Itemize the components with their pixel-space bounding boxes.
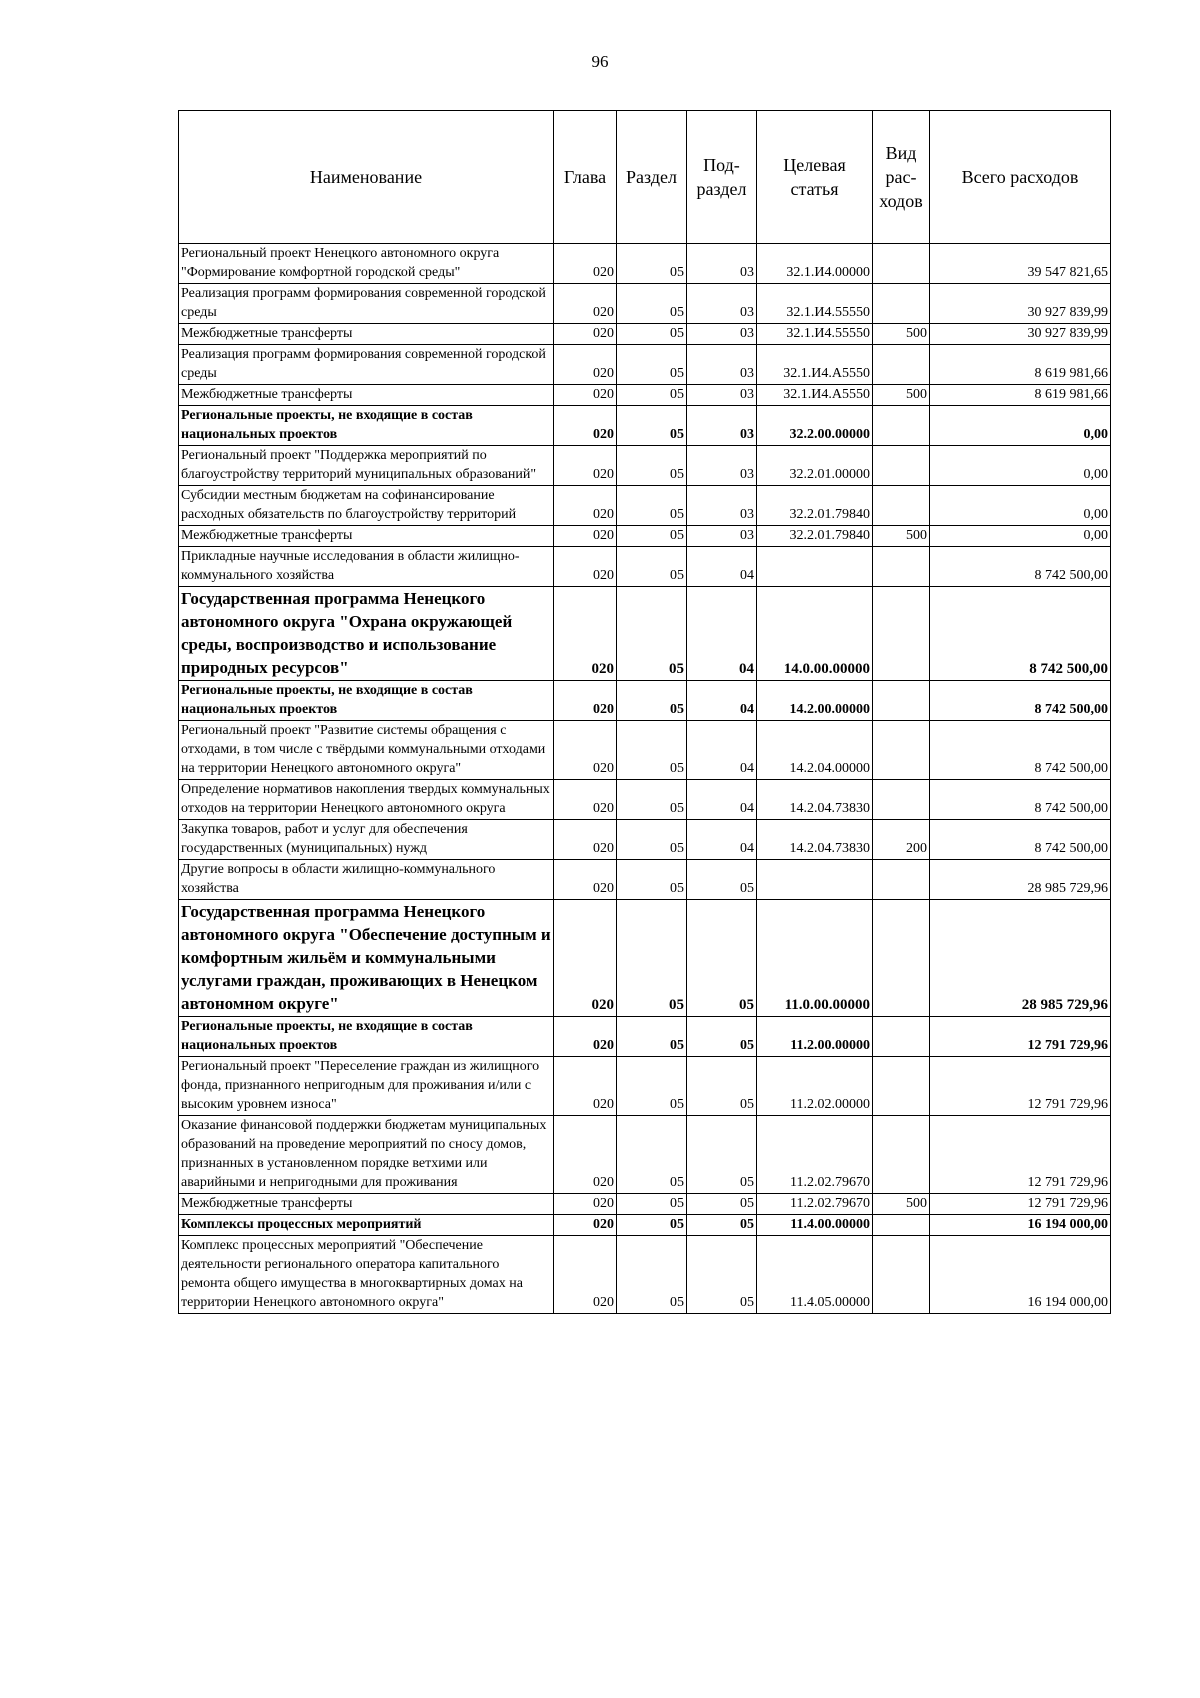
cell-vid	[873, 244, 930, 284]
cell-celevaya: 32.1.И4.00000	[757, 244, 873, 284]
table-row	[179, 244, 1111, 284]
cell-total: 8 742 500,00	[930, 587, 1111, 681]
cell-vid	[873, 860, 930, 900]
cell-celevaya: 11.4.00.00000	[757, 1215, 873, 1236]
header-razdel: Раздел	[617, 111, 687, 244]
cell-glava: 020	[554, 385, 617, 406]
cell-razdel: 05	[617, 780, 687, 820]
cell-vid	[873, 1215, 930, 1236]
table-row	[179, 1194, 1111, 1215]
cell-podrazdel: 03	[687, 324, 757, 345]
cell-vid	[873, 406, 930, 446]
table-row	[179, 587, 1111, 681]
cell-celevaya: 14.2.04.73830	[757, 820, 873, 860]
cell-vid	[873, 345, 930, 385]
cell-name: Реализация программ формирования современной городской среды	[179, 284, 554, 324]
table-row	[179, 406, 1111, 446]
table-row	[179, 1215, 1111, 1236]
cell-glava: 020	[554, 1194, 617, 1215]
cell-total: 8 742 500,00	[930, 780, 1111, 820]
cell-name: Оказание финансовой поддержки бюджетам муниципальных образований на проведение мероприятий по сносу домов, признанных в установленном порядке ветхими или аварийными и непригодными для проживания	[179, 1116, 554, 1194]
cell-total: 8 742 500,00	[930, 547, 1111, 587]
cell-name: Прикладные научные исследования в области жилищно-коммунального хозяйства	[179, 547, 554, 587]
cell-razdel: 05	[617, 446, 687, 486]
cell-glava: 020	[554, 1057, 617, 1116]
cell-podrazdel: 04	[687, 681, 757, 721]
cell-name: Межбюджетные трансферты	[179, 324, 554, 345]
cell-podrazdel: 03	[687, 385, 757, 406]
cell-razdel: 05	[617, 721, 687, 780]
cell-celevaya: 32.2.01.00000	[757, 446, 873, 486]
cell-podrazdel: 05	[687, 1057, 757, 1116]
cell-celevaya: 32.2.01.79840	[757, 526, 873, 547]
cell-vid	[873, 587, 930, 681]
table-row	[179, 324, 1111, 345]
cell-vid	[873, 1236, 930, 1314]
cell-glava: 020	[554, 446, 617, 486]
cell-podrazdel: 04	[687, 547, 757, 587]
cell-vid	[873, 681, 930, 721]
page-number: 96	[591, 52, 609, 71]
cell-podrazdel: 03	[687, 526, 757, 547]
cell-glava: 020	[554, 526, 617, 547]
cell-razdel: 05	[617, 587, 687, 681]
cell-glava: 020	[554, 1215, 617, 1236]
cell-glava: 020	[554, 284, 617, 324]
table-row	[179, 1236, 1111, 1314]
cell-total: 8 619 981,66	[930, 345, 1111, 385]
cell-vid	[873, 486, 930, 526]
cell-razdel: 05	[617, 1215, 687, 1236]
cell-vid: 500	[873, 1194, 930, 1215]
table-body	[179, 244, 1111, 1314]
cell-vid	[873, 446, 930, 486]
cell-total: 8 619 981,66	[930, 385, 1111, 406]
cell-celevaya: 11.0.00.00000	[757, 900, 873, 1017]
table-row	[179, 860, 1111, 900]
cell-podrazdel: 05	[687, 860, 757, 900]
cell-razdel: 05	[617, 385, 687, 406]
cell-podrazdel: 04	[687, 820, 757, 860]
cell-name: Региональные проекты, не входящие в состав национальных проектов	[179, 1017, 554, 1057]
cell-vid: 500	[873, 385, 930, 406]
table-row	[179, 900, 1111, 1017]
table-row	[179, 1057, 1111, 1116]
cell-name: Государственная программа Ненецкого автономного округа "Охрана окружающей среды, воспроизводство и использование природных ресурсов"	[179, 587, 554, 681]
table-row	[179, 1017, 1111, 1057]
cell-razdel: 05	[617, 486, 687, 526]
cell-vid	[873, 1017, 930, 1057]
cell-podrazdel: 05	[687, 1194, 757, 1215]
cell-name: Межбюджетные трансферты	[179, 526, 554, 547]
cell-glava: 020	[554, 547, 617, 587]
table-row	[179, 681, 1111, 721]
cell-name: Государственная программа Ненецкого автономного округа "Обеспечение доступным и комфортным жильём и коммунальными услугами граждан, проживающих в Ненецком автономном округе"	[179, 900, 554, 1017]
cell-podrazdel: 05	[687, 1017, 757, 1057]
cell-vid: 500	[873, 324, 930, 345]
cell-podrazdel: 05	[687, 1116, 757, 1194]
cell-glava: 020	[554, 486, 617, 526]
cell-razdel: 05	[617, 244, 687, 284]
header-name: Наименование	[179, 111, 554, 244]
cell-celevaya: 32.1.И4.А5550	[757, 345, 873, 385]
cell-glava: 020	[554, 900, 617, 1017]
cell-total: 30 927 839,99	[930, 284, 1111, 324]
cell-glava: 020	[554, 721, 617, 780]
cell-total: 0,00	[930, 406, 1111, 446]
cell-razdel: 05	[617, 284, 687, 324]
cell-podrazdel: 03	[687, 486, 757, 526]
cell-glava: 020	[554, 1116, 617, 1194]
cell-razdel: 05	[617, 1017, 687, 1057]
cell-glava: 020	[554, 406, 617, 446]
table-row	[179, 385, 1111, 406]
cell-vid	[873, 780, 930, 820]
cell-razdel: 05	[617, 1116, 687, 1194]
cell-total: 8 742 500,00	[930, 721, 1111, 780]
cell-vid	[873, 547, 930, 587]
cell-celevaya: 11.2.02.00000	[757, 1057, 873, 1116]
cell-razdel: 05	[617, 1194, 687, 1215]
cell-podrazdel: 03	[687, 406, 757, 446]
header-vid: Вид рас-ходов	[873, 111, 930, 244]
cell-vid	[873, 1116, 930, 1194]
cell-celevaya: 32.2.01.79840	[757, 486, 873, 526]
cell-total: 28 985 729,96	[930, 860, 1111, 900]
cell-glava: 020	[554, 587, 617, 681]
cell-name: Региональные проекты, не входящие в состав национальных проектов	[179, 406, 554, 446]
cell-celevaya: 11.2.02.79670	[757, 1116, 873, 1194]
cell-celevaya: 32.1.И4.55550	[757, 324, 873, 345]
cell-vid	[873, 284, 930, 324]
table-row	[179, 284, 1111, 324]
cell-celevaya	[757, 547, 873, 587]
cell-glava: 020	[554, 345, 617, 385]
cell-razdel: 05	[617, 1057, 687, 1116]
cell-total: 12 791 729,96	[930, 1116, 1111, 1194]
cell-podrazdel: 05	[687, 1236, 757, 1314]
cell-razdel: 05	[617, 324, 687, 345]
cell-celevaya: 11.2.02.79670	[757, 1194, 873, 1215]
cell-total: 39 547 821,65	[930, 244, 1111, 284]
table-row	[179, 547, 1111, 587]
cell-glava: 020	[554, 820, 617, 860]
budget-table	[178, 110, 1111, 1314]
table-row	[179, 721, 1111, 780]
cell-podrazdel: 03	[687, 244, 757, 284]
table-row	[179, 486, 1111, 526]
cell-total: 30 927 839,99	[930, 324, 1111, 345]
cell-name: Региональный проект "Развитие системы обращения с отходами, в том числе с твёрдыми коммунальными отходами на территории Ненецкого автономного округа"	[179, 721, 554, 780]
cell-vid	[873, 721, 930, 780]
cell-celevaya: 32.2.00.00000	[757, 406, 873, 446]
cell-razdel: 05	[617, 820, 687, 860]
cell-total: 16 194 000,00	[930, 1236, 1111, 1314]
header-glava: Глава	[554, 111, 617, 244]
cell-name: Межбюджетные трансферты	[179, 1194, 554, 1215]
cell-glava: 020	[554, 1017, 617, 1057]
header-podrazdel: Под-раздел	[687, 111, 757, 244]
cell-glava: 020	[554, 860, 617, 900]
cell-name: Комплексы процессных мероприятий	[179, 1215, 554, 1236]
cell-vid	[873, 1057, 930, 1116]
table-row	[179, 526, 1111, 547]
cell-razdel: 05	[617, 681, 687, 721]
cell-podrazdel: 04	[687, 780, 757, 820]
cell-total: 12 791 729,96	[930, 1057, 1111, 1116]
cell-total: 8 742 500,00	[930, 681, 1111, 721]
table-row	[179, 446, 1111, 486]
table-row	[179, 345, 1111, 385]
table-row	[179, 820, 1111, 860]
cell-total: 0,00	[930, 526, 1111, 547]
cell-podrazdel: 05	[687, 1215, 757, 1236]
cell-name: Другие вопросы в области жилищно-коммунального хозяйства	[179, 860, 554, 900]
cell-celevaya: 14.0.00.00000	[757, 587, 873, 681]
cell-glava: 020	[554, 681, 617, 721]
cell-glava: 020	[554, 324, 617, 345]
header-total: Всего расходов	[930, 111, 1111, 244]
cell-celevaya: 14.2.04.73830	[757, 780, 873, 820]
cell-total: 28 985 729,96	[930, 900, 1111, 1017]
cell-razdel: 05	[617, 345, 687, 385]
cell-celevaya: 11.4.05.00000	[757, 1236, 873, 1314]
cell-celevaya: 14.2.04.00000	[757, 721, 873, 780]
table-row	[179, 1116, 1111, 1194]
table-row	[179, 780, 1111, 820]
cell-total: 0,00	[930, 486, 1111, 526]
header-celevaya: Целевая статья	[757, 111, 873, 244]
cell-glava: 020	[554, 1236, 617, 1314]
cell-name: Межбюджетные трансферты	[179, 385, 554, 406]
cell-razdel: 05	[617, 1236, 687, 1314]
cell-vid: 500	[873, 526, 930, 547]
cell-podrazdel: 03	[687, 284, 757, 324]
cell-total: 0,00	[930, 446, 1111, 486]
cell-total: 12 791 729,96	[930, 1017, 1111, 1057]
cell-podrazdel: 04	[687, 721, 757, 780]
cell-name: Региональный проект Ненецкого автономного округа "Формирование комфортной городской среды"	[179, 244, 554, 284]
cell-glava: 020	[554, 244, 617, 284]
cell-podrazdel: 04	[687, 587, 757, 681]
cell-name: Реализация программ формирования современной городской среды	[179, 345, 554, 385]
cell-name: Субсидии местным бюджетам на софинансирование расходных обязательств по благоустройству территорий	[179, 486, 554, 526]
cell-celevaya	[757, 860, 873, 900]
cell-vid: 200	[873, 820, 930, 860]
cell-podrazdel: 05	[687, 900, 757, 1017]
cell-podrazdel: 03	[687, 446, 757, 486]
cell-total: 8 742 500,00	[930, 820, 1111, 860]
cell-name: Региональный проект "Поддержка мероприятий по благоустройству территорий муниципальных образований"	[179, 446, 554, 486]
table-header-row	[179, 111, 1111, 244]
cell-name: Комплекс процессных мероприятий "Обеспечение деятельности регионального оператора капитального ремонта общего имущества в многоквартирных домах на территории Ненецкого автономного округа"	[179, 1236, 554, 1314]
cell-razdel: 05	[617, 406, 687, 446]
cell-glava: 020	[554, 780, 617, 820]
cell-name: Региональный проект "Переселение граждан из жилищного фонда, признанного непригодным для проживания и/или с высоким уровнем износа"	[179, 1057, 554, 1116]
cell-celevaya: 11.2.00.00000	[757, 1017, 873, 1057]
cell-name: Региональные проекты, не входящие в состав национальных проектов	[179, 681, 554, 721]
cell-podrazdel: 03	[687, 345, 757, 385]
cell-name: Закупка товаров, работ и услуг для обеспечения государственных (муниципальных) нужд	[179, 820, 554, 860]
cell-celevaya: 32.1.И4.55550	[757, 284, 873, 324]
cell-total: 12 791 729,96	[930, 1194, 1111, 1215]
cell-vid	[873, 900, 930, 1017]
cell-razdel: 05	[617, 547, 687, 587]
cell-celevaya: 14.2.00.00000	[757, 681, 873, 721]
cell-razdel: 05	[617, 526, 687, 547]
cell-name: Определение нормативов накопления твердых коммунальных отходов на территории Ненецкого автономного округа	[179, 780, 554, 820]
cell-celevaya: 32.1.И4.А5550	[757, 385, 873, 406]
cell-razdel: 05	[617, 900, 687, 1017]
cell-razdel: 05	[617, 860, 687, 900]
cell-total: 16 194 000,00	[930, 1215, 1111, 1236]
